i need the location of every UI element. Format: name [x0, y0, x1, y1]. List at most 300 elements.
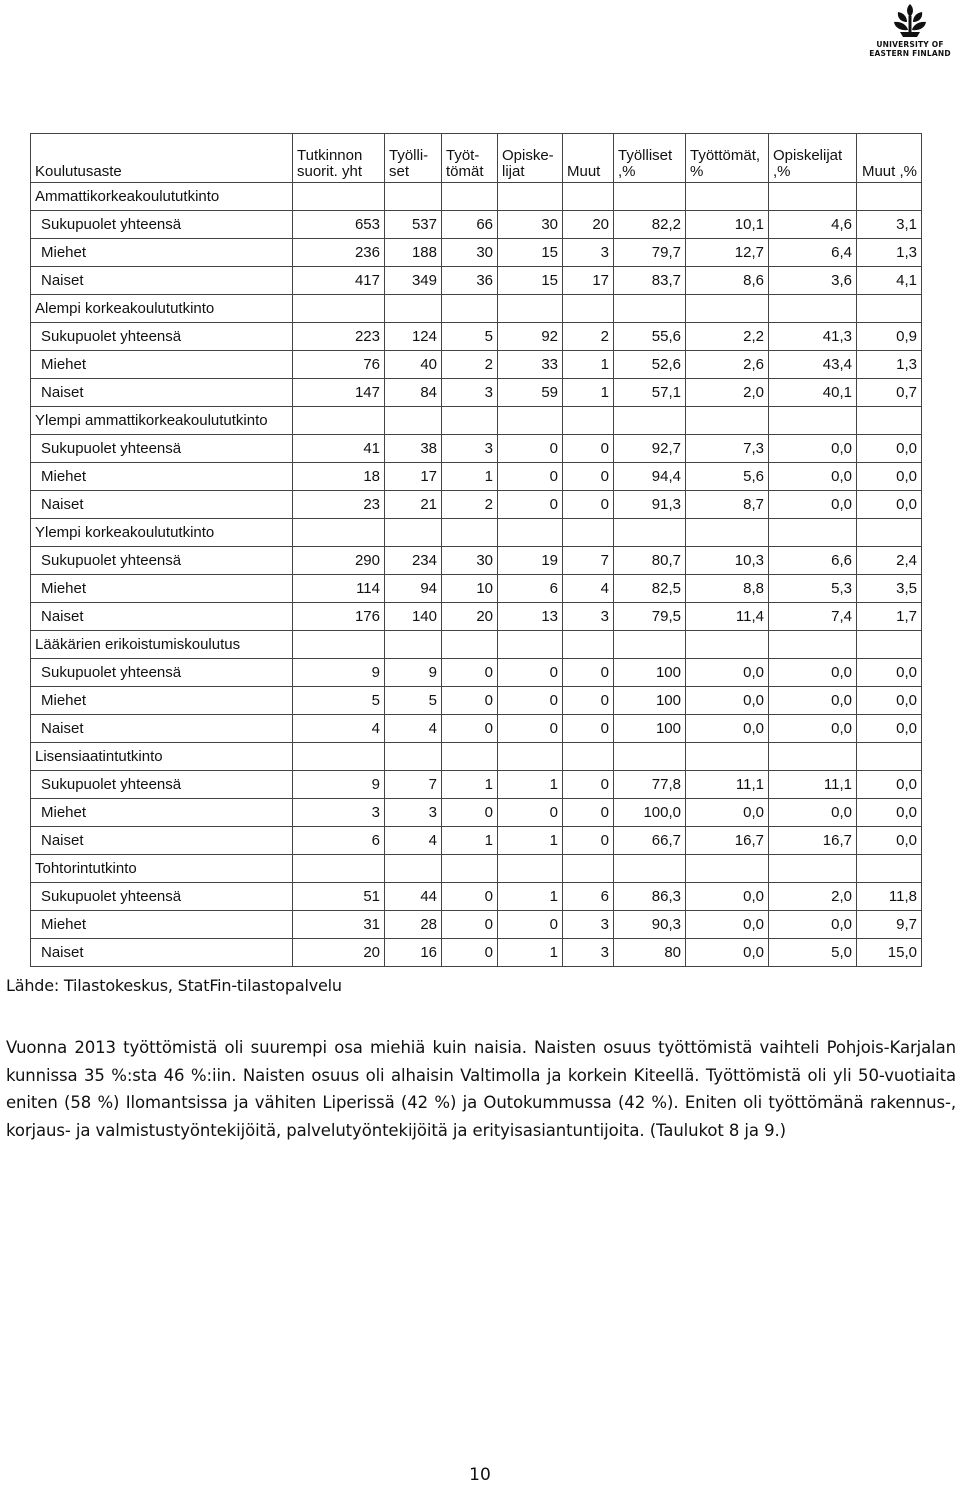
empty-cell — [442, 855, 498, 883]
table-cell: 3,1 — [857, 211, 922, 239]
empty-cell — [563, 743, 614, 771]
table-row — [31, 267, 922, 295]
table-cell: 19 — [498, 547, 563, 575]
table-cell: 41 — [293, 435, 385, 463]
table-cell: 1 — [442, 771, 498, 799]
table-cell: 92,7 — [614, 435, 686, 463]
column-header-text: tömät — [446, 163, 484, 180]
empty-cell — [686, 183, 769, 211]
table-cell: 0 — [563, 687, 614, 715]
table-cell: 100 — [614, 659, 686, 687]
row-label: Naiset — [31, 939, 293, 967]
table-cell: 2,0 — [686, 379, 769, 407]
table-cell: 0 — [442, 799, 498, 827]
table-row — [31, 351, 922, 379]
table-cell: 80,7 — [614, 547, 686, 575]
table-cell: 76 — [293, 351, 385, 379]
table-cell: 16 — [385, 939, 442, 967]
table-cell: 0 — [563, 659, 614, 687]
table-cell: 15,0 — [857, 939, 922, 967]
table-cell: 140 — [385, 603, 442, 631]
table-cell: 11,4 — [686, 603, 769, 631]
logo-text-line1: UNIVERSITY OF — [876, 40, 944, 49]
empty-cell — [442, 183, 498, 211]
table-cell: 0,0 — [686, 799, 769, 827]
table-cell: 15 — [498, 239, 563, 267]
table-group-row — [31, 295, 922, 323]
table-cell: 0,0 — [857, 687, 922, 715]
table-cell: 7,4 — [769, 603, 857, 631]
empty-cell — [442, 407, 498, 435]
column-header-text: lijat — [502, 163, 525, 180]
table-cell: 0,0 — [857, 715, 922, 743]
table-cell: 15 — [498, 267, 563, 295]
table-cell: 3 — [442, 435, 498, 463]
row-label: Miehet — [31, 351, 293, 379]
row-label: Miehet — [31, 799, 293, 827]
table-cell: 80 — [614, 939, 686, 967]
column-header-text: suorit. yht — [297, 163, 363, 180]
table-cell: 1 — [498, 771, 563, 799]
table-cell: 349 — [385, 267, 442, 295]
empty-cell — [686, 407, 769, 435]
empty-cell — [385, 407, 442, 435]
table-cell: 1 — [442, 463, 498, 491]
row-label: Sukupuolet yhteensä — [31, 659, 293, 687]
row-label: Sukupuolet yhteensä — [31, 547, 293, 575]
empty-cell — [293, 855, 385, 883]
table-row — [31, 379, 922, 407]
logo-emblem-icon — [868, 2, 952, 40]
empty-cell — [498, 295, 563, 323]
table-row — [31, 435, 922, 463]
group-title: Ammattikorkeakoulututkinto — [31, 183, 293, 211]
table-cell: 3 — [293, 799, 385, 827]
row-label: Naiset — [31, 827, 293, 855]
table-row — [31, 687, 922, 715]
table-cell: 0 — [498, 463, 563, 491]
table-cell: 0 — [563, 715, 614, 743]
table-cell: 223 — [293, 323, 385, 351]
row-label: Sukupuolet yhteensä — [31, 211, 293, 239]
table-cell: 40,1 — [769, 379, 857, 407]
empty-cell — [293, 183, 385, 211]
table-cell: 0,0 — [769, 911, 857, 939]
table-cell: 537 — [385, 211, 442, 239]
table-cell: 84 — [385, 379, 442, 407]
table-cell: 0 — [442, 715, 498, 743]
table-cell: 94,4 — [614, 463, 686, 491]
empty-cell — [857, 743, 922, 771]
table-cell: 1,3 — [857, 239, 922, 267]
table-cell: 12,7 — [686, 239, 769, 267]
column-header — [857, 134, 922, 183]
table-cell: 23 — [293, 491, 385, 519]
empty-cell — [857, 295, 922, 323]
empty-cell — [293, 743, 385, 771]
table-cell: 236 — [293, 239, 385, 267]
group-title: Lääkärien erikoistumiskoulutus — [31, 631, 293, 659]
empty-cell — [769, 407, 857, 435]
table-cell: 5 — [442, 323, 498, 351]
column-header-text: Työttömät, — [690, 147, 761, 164]
empty-cell — [498, 743, 563, 771]
table-cell: 0,0 — [857, 463, 922, 491]
empty-cell — [442, 631, 498, 659]
row-label: Naiset — [31, 267, 293, 295]
table-group-row — [31, 519, 922, 547]
table-cell: 1 — [498, 939, 563, 967]
table-cell: 0 — [498, 715, 563, 743]
table-cell: 114 — [293, 575, 385, 603]
table-cell: 0,0 — [769, 463, 857, 491]
column-header-text: ,% — [618, 163, 636, 180]
table-cell: 188 — [385, 239, 442, 267]
table-cell: 55,6 — [614, 323, 686, 351]
table-cell: 147 — [293, 379, 385, 407]
table-cell: 7 — [385, 771, 442, 799]
table-cell: 7 — [563, 547, 614, 575]
table-cell: 9 — [293, 659, 385, 687]
column-header — [563, 134, 614, 183]
row-label: Naiset — [31, 715, 293, 743]
table-cell: 0,0 — [686, 939, 769, 967]
empty-cell — [857, 855, 922, 883]
table-cell: 5 — [385, 687, 442, 715]
empty-cell — [442, 743, 498, 771]
table-cell: 0,9 — [857, 323, 922, 351]
table-cell: 2,4 — [857, 547, 922, 575]
empty-cell — [614, 295, 686, 323]
table-cell: 6 — [293, 827, 385, 855]
table-cell: 5,0 — [769, 939, 857, 967]
table-cell: 13 — [498, 603, 563, 631]
university-logo — [868, 2, 952, 64]
table-cell: 0 — [498, 435, 563, 463]
table-cell: 30 — [498, 211, 563, 239]
column-header — [31, 134, 293, 183]
table-cell: 86,3 — [614, 883, 686, 911]
table-cell: 234 — [385, 547, 442, 575]
empty-cell — [385, 743, 442, 771]
empty-cell — [385, 295, 442, 323]
table-cell: 8,7 — [686, 491, 769, 519]
table-group-row — [31, 743, 922, 771]
empty-cell — [857, 407, 922, 435]
empty-cell — [563, 183, 614, 211]
table-cell: 40 — [385, 351, 442, 379]
table-cell: 94 — [385, 575, 442, 603]
table-cell: 0 — [442, 883, 498, 911]
table-cell: 44 — [385, 883, 442, 911]
empty-cell — [769, 295, 857, 323]
empty-cell — [385, 519, 442, 547]
empty-cell — [442, 295, 498, 323]
table-cell: 0,0 — [769, 687, 857, 715]
table-group-row — [31, 407, 922, 435]
table-row — [31, 491, 922, 519]
table-cell: 3 — [563, 939, 614, 967]
table-cell: 1 — [498, 827, 563, 855]
table-cell: 3 — [563, 911, 614, 939]
table-cell: 6,4 — [769, 239, 857, 267]
table-cell: 21 — [385, 491, 442, 519]
table-cell: 6,6 — [769, 547, 857, 575]
column-header-text: set — [389, 163, 410, 180]
empty-cell — [498, 183, 563, 211]
table-cell: 66 — [442, 211, 498, 239]
row-label: Miehet — [31, 463, 293, 491]
table-header-row — [31, 134, 922, 183]
empty-cell — [498, 855, 563, 883]
table-row — [31, 323, 922, 351]
table-cell: 4,1 — [857, 267, 922, 295]
empty-cell — [769, 519, 857, 547]
table-cell: 0,0 — [686, 715, 769, 743]
table-row — [31, 883, 922, 911]
table-cell: 0,0 — [769, 799, 857, 827]
group-title: Alempi korkeakoulututkinto — [31, 295, 293, 323]
table-cell: 0 — [563, 799, 614, 827]
table-group-row — [31, 183, 922, 211]
table-cell: 16,7 — [686, 827, 769, 855]
table-cell: 0 — [498, 799, 563, 827]
statistics-table — [30, 133, 922, 967]
table-cell: 0,0 — [769, 659, 857, 687]
table-row — [31, 939, 922, 967]
table-cell: 91,3 — [614, 491, 686, 519]
empty-cell — [614, 743, 686, 771]
table-cell: 0 — [498, 659, 563, 687]
table-row — [31, 463, 922, 491]
table-cell: 41,3 — [769, 323, 857, 351]
table-cell: 9 — [385, 659, 442, 687]
table-cell: 4 — [385, 715, 442, 743]
table-cell: 290 — [293, 547, 385, 575]
table-cell: 3 — [563, 239, 614, 267]
empty-cell — [686, 519, 769, 547]
group-title: Ylempi ammattikorkeakoulututkinto — [31, 407, 293, 435]
table-cell: 83,7 — [614, 267, 686, 295]
table-cell: 20 — [442, 603, 498, 631]
empty-cell — [614, 855, 686, 883]
column-header-text: Muut — [567, 163, 601, 180]
table-cell: 0,0 — [769, 435, 857, 463]
table-cell: 4 — [293, 715, 385, 743]
table-cell: 17 — [563, 267, 614, 295]
table-cell: 4,6 — [769, 211, 857, 239]
empty-cell — [614, 183, 686, 211]
table-group-row — [31, 855, 922, 883]
row-label: Miehet — [31, 687, 293, 715]
empty-cell — [442, 519, 498, 547]
table-cell: 2,2 — [686, 323, 769, 351]
row-label: Miehet — [31, 911, 293, 939]
table-cell: 0 — [563, 771, 614, 799]
row-label: Sukupuolet yhteensä — [31, 771, 293, 799]
table-cell: 2 — [442, 351, 498, 379]
empty-cell — [563, 519, 614, 547]
table-cell: 36 — [442, 267, 498, 295]
table-cell: 0,0 — [857, 491, 922, 519]
row-label: Miehet — [31, 239, 293, 267]
row-label: Naiset — [31, 603, 293, 631]
column-header-text: Työt- — [446, 147, 480, 164]
table-cell: 52,6 — [614, 351, 686, 379]
table-cell: 0 — [563, 827, 614, 855]
table-row — [31, 603, 922, 631]
table-cell: 77,8 — [614, 771, 686, 799]
column-header — [686, 134, 769, 183]
empty-cell — [769, 183, 857, 211]
group-title: Lisensiaatintutkinto — [31, 743, 293, 771]
table-cell: 11,8 — [857, 883, 922, 911]
table-cell: 43,4 — [769, 351, 857, 379]
table-cell: 90,3 — [614, 911, 686, 939]
table-cell: 9,7 — [857, 911, 922, 939]
table-cell: 11,1 — [769, 771, 857, 799]
table-cell: 2,0 — [769, 883, 857, 911]
group-title: Ylempi korkeakoulututkinto — [31, 519, 293, 547]
column-header-text: Tutkinnon — [297, 147, 363, 164]
table-cell: 17 — [385, 463, 442, 491]
column-header-text: Opiske- — [502, 147, 554, 164]
table-cell: 1 — [563, 379, 614, 407]
table-cell: 92 — [498, 323, 563, 351]
column-header — [293, 134, 385, 183]
table-cell: 1 — [442, 827, 498, 855]
logo-text-line2: EASTERN FINLAND — [869, 49, 951, 58]
table-cell: 1,7 — [857, 603, 922, 631]
row-label: Miehet — [31, 575, 293, 603]
table-row — [31, 239, 922, 267]
table-cell: 38 — [385, 435, 442, 463]
table-cell: 31 — [293, 911, 385, 939]
table-cell: 2 — [442, 491, 498, 519]
table-cell: 9 — [293, 771, 385, 799]
source-note: Lähde: Tilastokeskus, StatFin-tilastopalvelu — [6, 976, 342, 995]
table-cell: 124 — [385, 323, 442, 351]
empty-cell — [293, 407, 385, 435]
table-cell: 20 — [563, 211, 614, 239]
empty-cell — [563, 855, 614, 883]
page-number: 10 — [469, 1465, 491, 1485]
column-header — [442, 134, 498, 183]
column-header-text: Koulutusaste — [35, 163, 122, 180]
table-row — [31, 827, 922, 855]
column-header-text: ,% — [773, 163, 791, 180]
table-cell: 0,0 — [857, 435, 922, 463]
table-row — [31, 715, 922, 743]
table-cell: 30 — [442, 547, 498, 575]
row-label: Sukupuolet yhteensä — [31, 323, 293, 351]
empty-cell — [769, 855, 857, 883]
empty-cell — [686, 295, 769, 323]
table-cell: 33 — [498, 351, 563, 379]
empty-cell — [857, 519, 922, 547]
empty-cell — [293, 631, 385, 659]
table-cell: 5,3 — [769, 575, 857, 603]
column-header — [614, 134, 686, 183]
table-cell: 20 — [293, 939, 385, 967]
table-cell: 0 — [442, 911, 498, 939]
table-cell: 0 — [498, 491, 563, 519]
empty-cell — [686, 855, 769, 883]
empty-cell — [498, 519, 563, 547]
table-cell: 30 — [442, 239, 498, 267]
empty-cell — [769, 631, 857, 659]
table-cell: 59 — [498, 379, 563, 407]
table-cell: 28 — [385, 911, 442, 939]
empty-cell — [385, 631, 442, 659]
table-cell: 0 — [442, 687, 498, 715]
column-header — [769, 134, 857, 183]
table-cell: 0,0 — [686, 659, 769, 687]
column-header-text: Työlliset — [618, 147, 673, 164]
empty-cell — [498, 631, 563, 659]
empty-cell — [385, 183, 442, 211]
table-cell: 16,7 — [769, 827, 857, 855]
table-row — [31, 211, 922, 239]
table-cell: 0 — [442, 939, 498, 967]
table-cell: 0,0 — [686, 883, 769, 911]
table-cell: 0 — [498, 911, 563, 939]
column-header — [385, 134, 442, 183]
table-row — [31, 771, 922, 799]
table-row — [31, 575, 922, 603]
table-cell: 3,5 — [857, 575, 922, 603]
table-cell: 0 — [563, 435, 614, 463]
empty-cell — [686, 631, 769, 659]
table-cell: 11,1 — [686, 771, 769, 799]
empty-cell — [686, 743, 769, 771]
table-cell: 8,6 — [686, 267, 769, 295]
table-cell: 176 — [293, 603, 385, 631]
table-row — [31, 547, 922, 575]
row-label: Naiset — [31, 379, 293, 407]
group-title: Tohtorintutkinto — [31, 855, 293, 883]
table-cell: 5 — [293, 687, 385, 715]
table-cell: 3,6 — [769, 267, 857, 295]
table-cell: 8,8 — [686, 575, 769, 603]
empty-cell — [614, 631, 686, 659]
table-cell: 7,3 — [686, 435, 769, 463]
table-cell: 0 — [498, 687, 563, 715]
table-cell: 100 — [614, 687, 686, 715]
body-paragraph: Vuonna 2013 työttömistä oli suurempi osa miehiä kuin naisia. Naisten osuus työttömistä vaihteli Pohjois-Karjalan kunnissa 35 %:sta 46 %:iin. Naisten osuus oli alhaisin Valtimolla ja korkein Kiteellä. Työttömistä oli yli 50-vuotiaita eniten (58 %) Ilomantsissa ja vähiten Liperissä (42 %) ja Outokummussa (42 %). Eniten oli työttömänä rakennus-, korjaus- ja valmistustyöntekijöitä, palvelutyöntekijöitä ja erityisasiantuntijoita. (Taulukot 8 ja 9.) — [6, 1038, 956, 1140]
table-cell: 0,0 — [769, 715, 857, 743]
table-cell: 4 — [385, 827, 442, 855]
table-cell: 66,7 — [614, 827, 686, 855]
table-cell: 2 — [563, 323, 614, 351]
table-row — [31, 911, 922, 939]
column-header-text: % — [690, 163, 704, 180]
table-cell: 3 — [385, 799, 442, 827]
table-cell: 10,3 — [686, 547, 769, 575]
table-cell: 0,0 — [857, 659, 922, 687]
table-cell: 79,5 — [614, 603, 686, 631]
empty-cell — [563, 407, 614, 435]
table-cell: 0,0 — [857, 799, 922, 827]
table-cell: 0,7 — [857, 379, 922, 407]
table-cell: 57,1 — [614, 379, 686, 407]
column-header — [498, 134, 563, 183]
table-group-row — [31, 631, 922, 659]
table-cell: 6 — [498, 575, 563, 603]
table-cell: 100 — [614, 715, 686, 743]
table-cell: 3 — [442, 379, 498, 407]
row-label: Sukupuolet yhteensä — [31, 883, 293, 911]
